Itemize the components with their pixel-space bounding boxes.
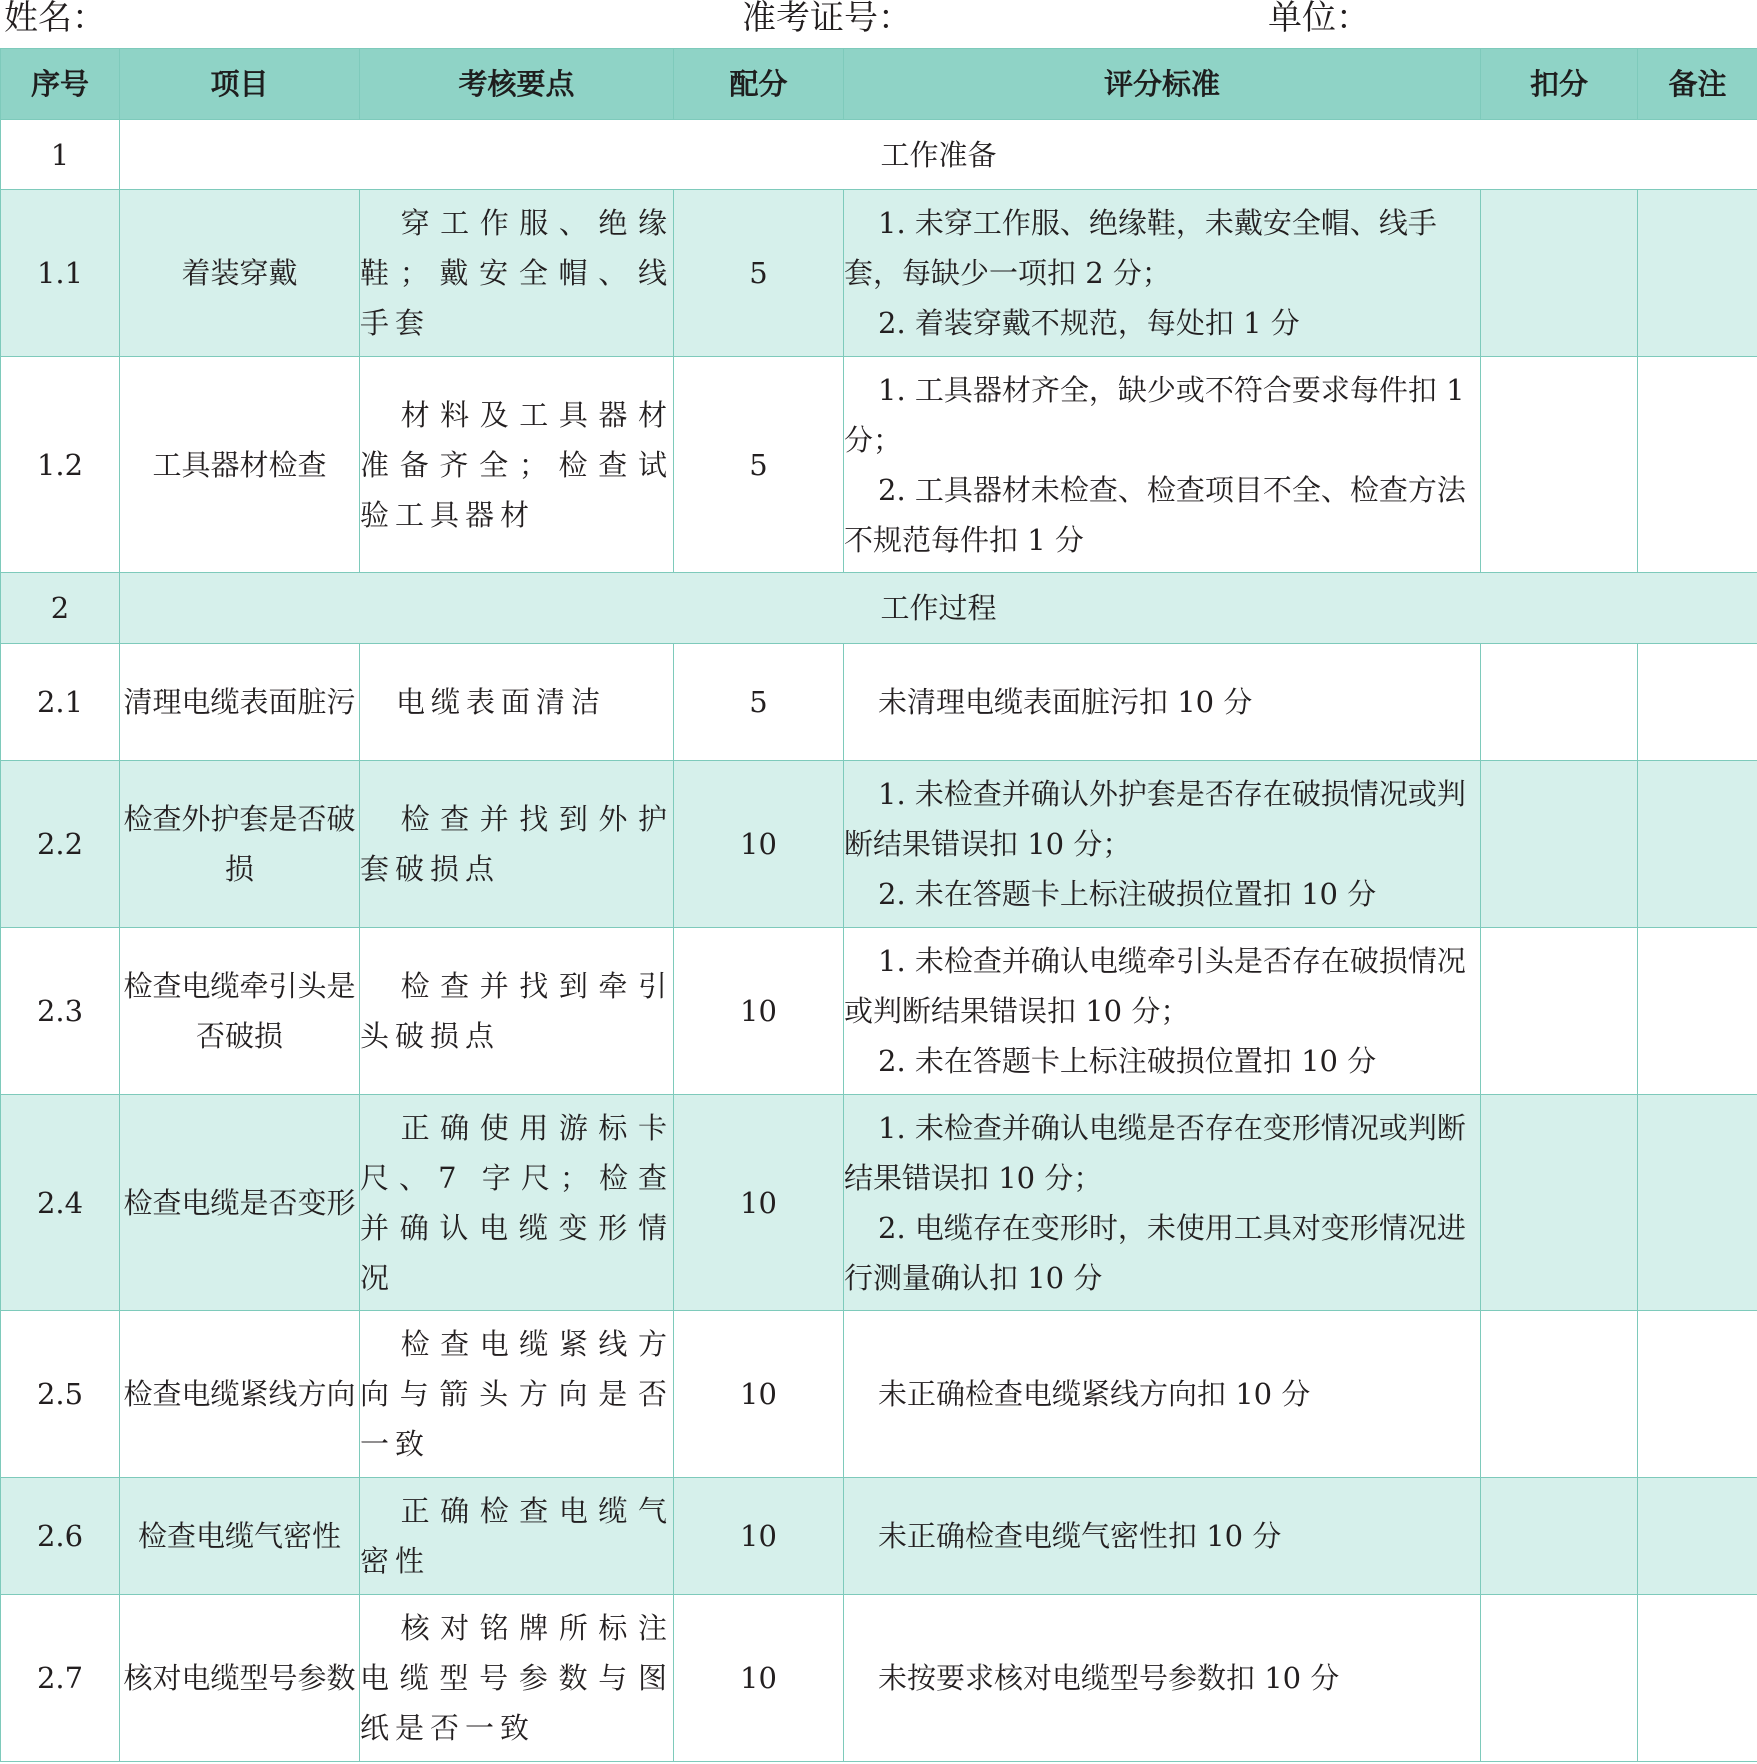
criteria-text: 未正确检查电缆紧线方向扣 10 分 [878,1377,1311,1411]
table-row [1,928,1757,1095]
col-header-no: 序号 [1,49,120,120]
section-row-2 [1,573,1757,644]
row-criteria [844,1595,1481,1762]
criteria-text: 2. 工具器材未检查、检查项目不全、检查方法不规范每件扣 1 分 [844,472,1466,557]
remarks-cell[interactable] [1638,928,1757,1095]
row-points-text: 正确使用游标卡尺、7 字尺；检查并确认电缆变形情况 [360,1110,673,1295]
table-row [1,357,1757,573]
row-no: 1.1 [1,190,120,357]
row-no: 2.6 [1,1478,120,1595]
row-score: 10 [674,1095,844,1311]
row-item: 清理电缆表面脏污 [120,644,360,761]
row-criteria [844,1095,1481,1311]
table-header-row [1,49,1757,120]
criteria-line [844,298,1480,348]
row-points-text: 穿工作服、绝缘鞋；戴安全帽、线手套 [360,206,673,340]
row-points [360,1095,674,1311]
col-header-criteria: 评分标准 [844,49,1481,120]
row-score: 5 [674,357,844,573]
row-no: 2.3 [1,928,120,1095]
row-item: 检查电缆牵引头是否破损 [120,928,360,1095]
row-score: 10 [674,928,844,1095]
remarks-cell[interactable] [1638,761,1757,928]
criteria-text: 2. 未在答题卡上标注破损位置扣 10 分 [878,877,1377,911]
row-points [360,1478,674,1595]
criteria-line [844,465,1480,565]
table-row [1,1311,1757,1478]
row-no: 2.1 [1,644,120,761]
row-points [360,644,674,761]
section-no: 1 [1,120,120,190]
criteria-text: 1. 未穿工作服、绝缘鞋，未戴安全帽、线手套，每缺少一项扣 2 分； [844,206,1437,290]
table-row [1,1478,1757,1595]
row-points-text: 检查电缆紧线方向与箭头方向是否一致 [360,1327,673,1461]
row-points [360,1595,674,1762]
criteria-line [844,1369,1480,1419]
criteria-text: 2. 未在答题卡上标注破损位置扣 10 分 [878,1044,1377,1078]
row-points [360,928,674,1095]
scoring-table [0,48,1757,1762]
row-no: 1.2 [1,357,120,573]
row-score: 10 [674,1478,844,1595]
row-no: 2.7 [1,1595,120,1762]
criteria-text: 2. 电缆存在变形时，未使用工具对变形情况进行测量确认扣 10 分 [844,1210,1466,1295]
row-points [360,1311,674,1478]
criteria-line [844,936,1480,1036]
deduction-cell[interactable] [1481,644,1638,761]
row-item: 检查外护套是否破损 [120,761,360,928]
col-header-deduction: 扣分 [1481,49,1638,120]
table-row [1,190,1757,357]
deduction-cell[interactable] [1481,357,1638,573]
remarks-cell[interactable] [1638,644,1757,761]
remarks-cell[interactable] [1638,357,1757,573]
row-score: 10 [674,1595,844,1762]
criteria-line [844,1203,1480,1303]
row-points-text: 电缆表面清洁 [396,685,607,719]
row-item: 着装穿戴 [120,190,360,357]
row-points [360,761,674,928]
row-points-text: 材料及工具器材准备齐全；检查试验工具器材 [360,397,673,532]
criteria-text: 未按要求核对电缆型号参数扣 10 分 [878,1661,1340,1695]
row-points [360,357,674,573]
criteria-text: 2. 着装穿戴不规范，每处扣 1 分 [878,306,1300,340]
row-score: 5 [674,644,844,761]
col-header-points: 考核要点 [360,49,674,120]
remarks-cell[interactable] [1638,190,1757,357]
row-criteria [844,357,1481,573]
row-points-text: 核对铭牌所标注电缆型号参数与图纸是否一致 [360,1611,673,1745]
row-no: 2.4 [1,1095,120,1311]
row-criteria [844,928,1481,1095]
unit-label: 单位： [1268,0,1370,38]
criteria-line [844,1036,1480,1086]
deduction-cell[interactable] [1481,1311,1638,1478]
deduction-cell[interactable] [1481,761,1638,928]
remarks-cell[interactable] [1638,1311,1757,1478]
col-header-score: 配分 [674,49,844,120]
row-criteria [844,190,1481,357]
table-row [1,644,1757,761]
row-item: 检查电缆是否变形 [120,1095,360,1311]
row-item: 检查电缆气密性 [120,1478,360,1595]
row-score: 5 [674,190,844,357]
criteria-line [844,1511,1480,1561]
row-criteria [844,1478,1481,1595]
col-header-remarks: 备注 [1638,49,1757,120]
criteria-line [844,198,1480,298]
table-row [1,761,1757,928]
deduction-cell[interactable] [1481,1595,1638,1762]
row-no: 2.5 [1,1311,120,1478]
row-item: 核对电缆型号参数 [120,1595,360,1762]
criteria-line [844,365,1480,465]
criteria-text: 1. 未检查并确认外护套是否存在破损情况或判断结果错误扣 10 分； [844,777,1466,861]
criteria-text: 1. 工具器材齐全，缺少或不符合要求每件扣 1 分； [844,372,1465,457]
row-item: 检查电缆紧线方向 [120,1311,360,1478]
criteria-line [844,769,1480,869]
row-no: 2.2 [1,761,120,928]
criteria-text: 未清理电缆表面脏污扣 10 分 [878,685,1253,719]
row-criteria [844,761,1481,928]
section-title: 工作准备 [120,120,1757,190]
table-row [1,1095,1757,1311]
criteria-text: 1. 未检查并确认电缆是否存在变形情况或判断结果错误扣 10 分； [844,1110,1466,1195]
row-score: 10 [674,761,844,928]
row-points-text: 检查并找到外护套破损点 [360,802,673,886]
criteria-text: 未正确检查电缆气密性扣 10 分 [878,1519,1282,1553]
deduction-cell[interactable] [1481,1478,1638,1595]
section-no: 2 [1,573,120,644]
criteria-line [844,1653,1480,1703]
remarks-cell[interactable] [1638,1095,1757,1311]
section-title: 工作过程 [120,573,1757,644]
deduction-cell[interactable] [1481,1095,1638,1311]
remarks-cell[interactable] [1638,1478,1757,1595]
deduction-cell[interactable] [1481,928,1638,1095]
row-points-text: 正确检查电缆气密性 [360,1494,673,1578]
criteria-line [844,1103,1480,1203]
ticket-number-label: 准考证号： [742,0,912,38]
remarks-cell[interactable] [1638,1595,1757,1762]
row-points-text: 检查并找到牵引头破损点 [360,969,673,1053]
section-row-1 [1,120,1757,190]
criteria-text: 1. 未检查并确认电缆牵引头是否存在破损情况或判断结果错误扣 10 分； [844,944,1466,1028]
deduction-cell[interactable] [1481,190,1638,357]
table-row [1,1595,1757,1762]
name-label: 姓名： [4,0,106,38]
col-header-item: 项目 [120,49,360,120]
row-points [360,190,674,357]
exam-header [0,0,1757,46]
criteria-line [844,677,1480,727]
criteria-line [844,869,1480,919]
row-criteria [844,644,1481,761]
row-score: 10 [674,1311,844,1478]
row-criteria [844,1311,1481,1478]
row-item: 工具器材检查 [120,357,360,573]
